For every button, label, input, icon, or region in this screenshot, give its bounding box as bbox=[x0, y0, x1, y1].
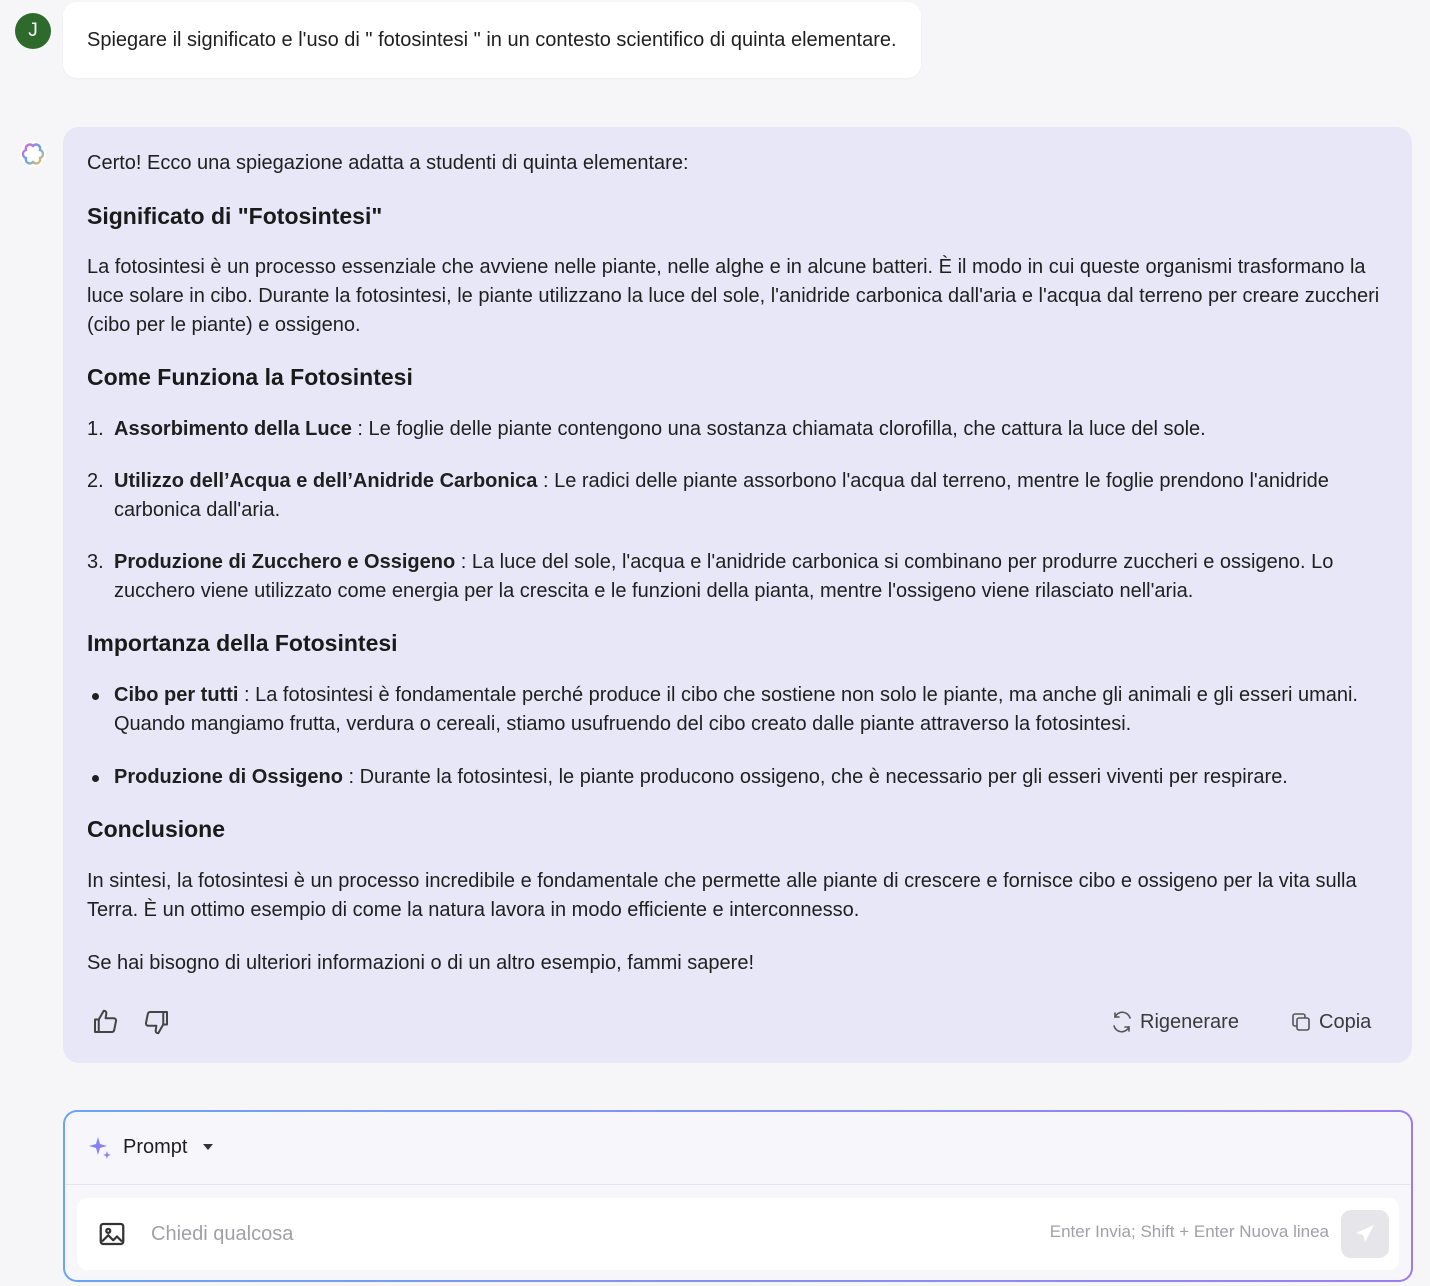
list-item bbox=[87, 681, 1387, 739]
user-avatar-initial: J bbox=[28, 20, 38, 41]
assistant-message-bubble bbox=[63, 127, 1412, 1063]
copy-label: Copia bbox=[1319, 1010, 1372, 1033]
list-item bbox=[87, 548, 1387, 606]
assistant-intro: Certo! Ecco una spiegazione adatta a studenti di quinta elementare: bbox=[87, 152, 689, 174]
heading-come-funziona: Come Funziona la Fotosintesi bbox=[87, 364, 413, 390]
chevron-down-icon bbox=[203, 1144, 213, 1150]
bullet-text: : Durante la fotosintesi, le piante producono ossigeno, che è necessario per gli esseri viventi per respirare. bbox=[342, 766, 1288, 788]
steps-list bbox=[87, 415, 1387, 606]
send-button[interactable] bbox=[1341, 1210, 1389, 1258]
user-message-text: Spiegare il significato e l'uso di " fotosintesi " in un contesto scientifico di quinta elementare. bbox=[87, 28, 897, 51]
user-avatar bbox=[15, 13, 51, 49]
step-text: : La luce del sole, l'acqua e l'anidride carbonica si combinano per produrre zuccheri e ossigeno. Lo zucchero viene utilizzato come energia per la crescita e le funzioni della pianta, mentre l'ossigeno viene rilasciato nell'aria. bbox=[114, 551, 1334, 602]
step-title: Assorbimento della Luce bbox=[114, 418, 352, 440]
list-item bbox=[87, 763, 1387, 792]
user-message-bubble bbox=[63, 2, 921, 78]
sparkle-icon bbox=[87, 1134, 113, 1160]
user-message-row bbox=[0, 0, 1430, 90]
assistant-message-content bbox=[87, 149, 1387, 978]
prompt-selector[interactable] bbox=[87, 1134, 213, 1160]
bullets-list bbox=[87, 681, 1387, 792]
bullet-dot bbox=[92, 693, 99, 700]
list-item bbox=[87, 415, 1387, 444]
image-icon[interactable] bbox=[97, 1219, 127, 1249]
thumbs-up-icon[interactable] bbox=[90, 1007, 120, 1037]
step-text: : Le foglie delle piante contengono una sostanza chiamata clorofilla, che cattura la luce del sole. bbox=[351, 418, 1206, 440]
copy-button[interactable] bbox=[1289, 1007, 1371, 1037]
bullet-title: Cibo per tutti bbox=[114, 684, 239, 706]
bullet-text: : La fotosintesi è fondamentale perché produce il cibo che sostiene non solo le piante, ma anche gli animali e gli esseri umani. Quando mangiamo frutta, verdura o cereali, stiamo usufruendo del cibo creato dalle piante attraverso la fotosintesi. bbox=[114, 684, 1358, 735]
step-title: Utilizzo dell’Acqua e dell’Anidride Carbonica bbox=[114, 470, 538, 492]
assistant-actions-bar bbox=[63, 1003, 1412, 1043]
paragraph-conclusione: In sintesi, la fotosintesi è un processo incredibile e fondamentale che permette alle piante di crescere e fornisce cibo e ossigeno per la vita sulla Terra. È un ottimo esempio di come la natura lavora in modo efficiente e interconnesso. bbox=[87, 870, 1357, 921]
prompt-label: Prompt bbox=[123, 1135, 188, 1158]
step-number: 3. bbox=[87, 551, 104, 573]
input-box bbox=[77, 1198, 1399, 1270]
chat-input[interactable] bbox=[149, 1214, 949, 1254]
heading-conclusione: Conclusione bbox=[87, 816, 226, 842]
heading-importanza: Importanza della Fotosintesi bbox=[87, 630, 398, 656]
regenerate-label: Rigenerare bbox=[1140, 1010, 1239, 1033]
paragraph-significato: La fotosintesi è un processo essenziale che avviene nelle piante, nelle alghe e in alcune batteri. È il modo in cui queste organismi trasformano la luce solare in cibo. Durante la fotosintesi, le piante utilizzano la luce del sole, l'anidride carbonica dall'aria e l'acqua dal terreno per creare zuccheri (cibo per le piante) e ossigeno. bbox=[87, 256, 1380, 336]
list-item bbox=[87, 467, 1387, 525]
composer-toolbar bbox=[65, 1112, 1411, 1185]
step-number: 2. bbox=[87, 470, 104, 492]
step-text: : Le radici delle piante assorbono l'acqua dal terreno, mentre le foglie prendono l'anidride carbonica dall'aria. bbox=[114, 470, 1329, 521]
step-number: 1. bbox=[87, 418, 104, 440]
bullet-title: Produzione di Ossigeno bbox=[114, 766, 343, 788]
paragraph-finale: Se hai bisogno di ulteriori informazioni o di un altro esempio, fammi sapere! bbox=[87, 952, 755, 974]
regenerate-button[interactable] bbox=[1110, 1007, 1239, 1037]
assistant-logo-icon bbox=[19, 140, 47, 168]
thumbs-down-icon[interactable] bbox=[142, 1007, 172, 1037]
input-hint: Enter Invia; Shift + Enter Nuova linea bbox=[1049, 1222, 1329, 1241]
send-icon bbox=[1353, 1222, 1377, 1246]
bullet-dot bbox=[92, 775, 99, 782]
heading-significato: Significato di "Fotosintesi" bbox=[87, 203, 383, 229]
step-title: Produzione di Zucchero e Ossigeno bbox=[114, 551, 456, 573]
copy-icon bbox=[1289, 1010, 1313, 1034]
refresh-icon bbox=[1110, 1010, 1134, 1034]
composer bbox=[63, 1110, 1413, 1282]
